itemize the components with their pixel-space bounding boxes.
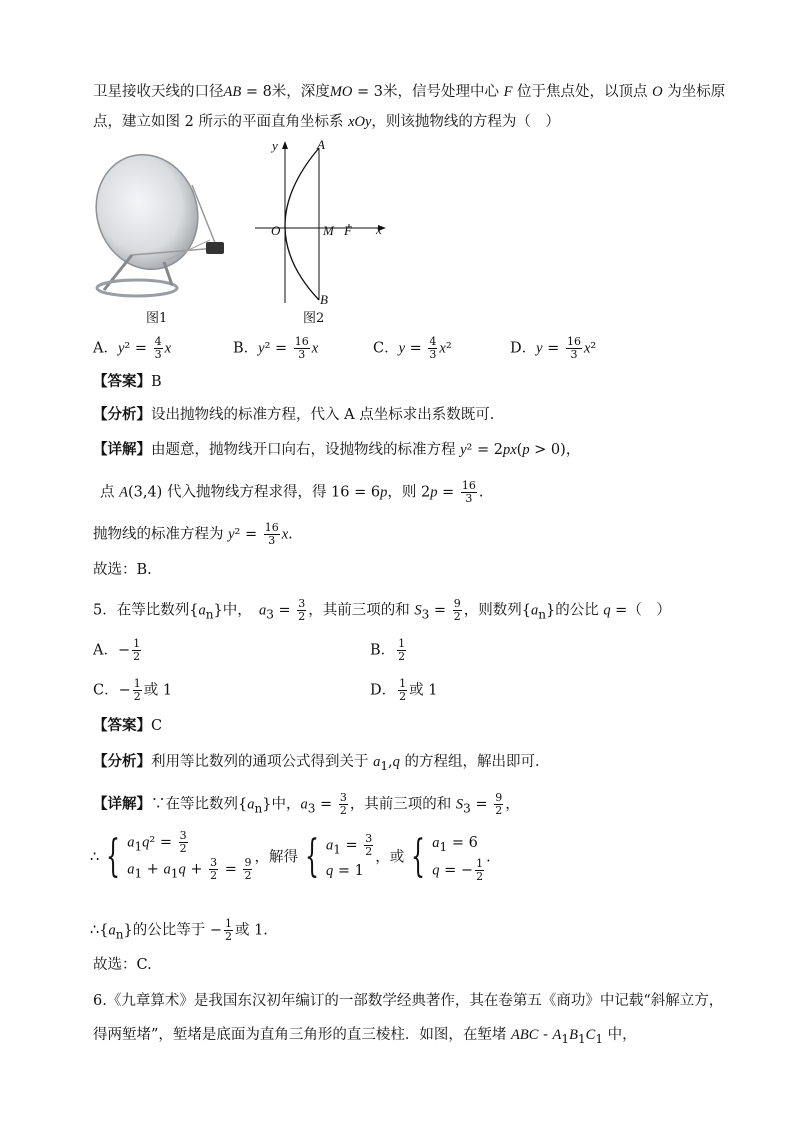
- q4-option-c: C．y = $\frac{4}{3}$ x²: [373, 335, 452, 361]
- q4-detail-3: 抛物线的标准方程为 y² = $\frac{16}{3}$ x.: [93, 521, 293, 547]
- fig2-x-label: x: [376, 222, 382, 237]
- fig2-origin-o: O: [271, 223, 281, 238]
- q6-stem-line1: 6.《九章算术》是我国东汉初年编订的一部数学经典著作，其在卷第五《商功》中记载“斜解立方，: [93, 993, 724, 1009]
- q5-option-d: D． $\frac{1}{2}$ 或 1: [370, 677, 438, 703]
- fig2-y-label: y: [272, 138, 278, 153]
- satellite-dish-figure: [92, 150, 232, 300]
- q5-stem: 5．在等比数列$\{a_n\}$中， $a_3$ = $\frac{3}{2}$ ，其前三项的和 $S_3$ = $\frac{9}{2}$ ，则数列$\{a_n\}$的公比 q =（ ）: [93, 597, 671, 623]
- q5-choose: 故选：C.: [93, 957, 152, 973]
- q5-detail-1: 【详解】∵在等比数列$\{a_n\}$中，$a_3$ = $\frac{3}{2}$ ，其前三项的和 $S_3$ = $\frac{9}{2}$ ，: [93, 791, 520, 817]
- q4-detail-1: 【详解】由题意，抛物线开口向右，设抛物线的标准方程 y² = 2px(p > 0)，: [93, 441, 581, 458]
- q4-stem-line2: 点，建立如图 2 所示的平面直角坐标系 xOy，则该抛物线的方程为（ ）: [93, 114, 560, 130]
- q4-answer: 【答案】B: [93, 373, 162, 390]
- q5-option-b: B． $\frac{1}{2}$: [370, 637, 406, 663]
- fig2-point-a: A: [317, 137, 325, 152]
- q5-answer: 【答案】C: [93, 717, 163, 734]
- fig2-point-b: B: [320, 292, 328, 307]
- q4-stem-line1: 卫星接收天线的口径AB = 8米，深度MO = 3米，信号处理中心 F 位于焦点处，以顶点 O 为坐标原: [93, 84, 726, 100]
- q5-detail-3: $\therefore\{a_n\}$的公比等于 − $\frac{1}{2}$ 或 1.: [90, 917, 268, 943]
- q5-option-c: C．− $\frac{1}{2}$ 或 1: [93, 677, 173, 703]
- q5-detail-2-system: ∴ { $a_1q^2$ = $\frac{3}{2}$ $a_1 + a_1q$ + $\frac{3}{2}$ = $\frac{9}{2}$ ，解得 { $a_1$ = $\frac{3}{2}$ q = 1 ，或 { $a_1 = 6$ q = − $\frac{1}{2}$ .: [90, 829, 491, 883]
- q4-detail-2: 点 A(3,4) 代入抛物线方程求得，得 16 = 6p，则 2p = $\frac{16}{3}$ .: [100, 479, 484, 505]
- q5-option-a: A．− $\frac{1}{2}$: [93, 637, 141, 663]
- q5-analysis: 【分析】利用等比数列的通项公式得到关于 $a_1,q$ 的方程组，解出即可.: [93, 753, 540, 773]
- fig2-focus-f: F: [344, 223, 352, 238]
- q4-option-a: A．y² = $\frac{4}{3}$ x: [93, 335, 172, 361]
- q6-stem-line2: 得两堑堵”，堑堵是底面为直角三角形的直三棱柱．如图，在堑堵 ABC - $A_1B_1C_1$ 中，: [93, 1027, 637, 1046]
- q4-choose: 故选：B.: [93, 562, 152, 578]
- figure2-caption: 图2: [303, 311, 325, 326]
- q4-option-b: B．y² = $\frac{16}{3}$ x: [233, 335, 319, 361]
- q4-analysis: 【分析】设出抛物线的标准方程，代入 A 点坐标求出系数既可.: [93, 406, 495, 423]
- q4-option-d: D．y = $\frac{16}{3}$ x²: [510, 335, 597, 361]
- figure1-caption: 图1: [146, 311, 168, 326]
- fig2-point-m: M: [323, 223, 334, 238]
